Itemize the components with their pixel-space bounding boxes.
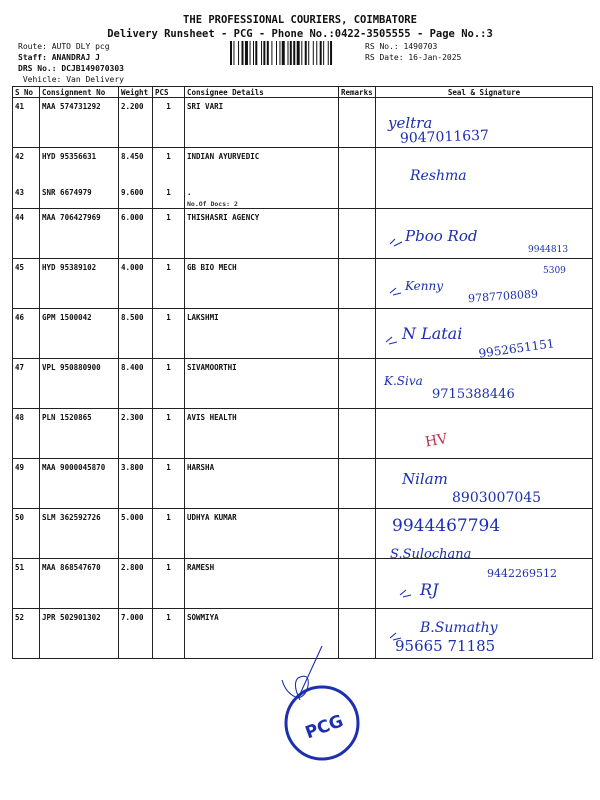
table-row (13, 558, 593, 608)
weight-cell (119, 148, 153, 184)
barcode-bar (238, 41, 239, 65)
signature-46: N Latai (402, 324, 463, 343)
signature-cell (376, 458, 593, 508)
sno-cell (13, 184, 40, 209)
pcg-stamp (282, 646, 358, 759)
table-row (13, 458, 593, 508)
sno-cell (13, 148, 40, 184)
consignment-no-cell-text: MAA 868547670 (42, 562, 101, 572)
sno-cell (13, 358, 40, 408)
sno-cell (13, 258, 40, 308)
phone-49: 8903007045 (452, 490, 542, 506)
phone-44: 9944813 (528, 245, 569, 255)
consignee-cell (185, 558, 339, 608)
page-title: THE PROFESSIONAL COURIERS, COIMBATORE (183, 14, 417, 26)
signature-cell (376, 308, 593, 361)
consignment-no-cell (40, 308, 119, 358)
weight-cell (119, 208, 153, 258)
signature-51: RJ (420, 580, 439, 599)
consignment-no-cell (40, 148, 119, 184)
sno-cell-text: 41 (15, 102, 25, 111)
docs-note: No.Of Docs: 2 (187, 199, 238, 208)
col-header-consignment: Consignment No (40, 87, 119, 98)
barcode-bar (290, 41, 292, 65)
barcode-bar (308, 41, 309, 65)
vehicle-line: Vehicle: Van Delivery (22, 75, 124, 84)
consignee-cell-text: THISHASRI AGENCY (187, 212, 260, 222)
sno-cell-text: 51 (15, 562, 25, 572)
extra-45: 5309 (543, 266, 566, 276)
consignee-cell-text: UDHYA KUMAR (187, 512, 237, 522)
rs-no-value: 1490703 (403, 42, 438, 51)
remarks-cell (339, 458, 376, 508)
remarks-cell (339, 408, 376, 458)
consignment-no-cell (40, 208, 119, 258)
barcode-bar (242, 41, 244, 65)
signature-cell (376, 408, 593, 458)
pcs-cell-text: 1 (166, 152, 171, 161)
phone-46: 9952651151 (477, 336, 556, 361)
weight-cell (119, 358, 153, 408)
signature-42: Reshma (410, 168, 467, 184)
pcs-cell (153, 184, 185, 209)
sno-cell (13, 408, 40, 458)
weight-cell-text: 2.200 (121, 102, 144, 111)
weight-cell-text: 2.800 (121, 562, 144, 572)
weight-cell (119, 408, 153, 458)
remarks-cell (339, 608, 376, 658)
col-header-signature: Seal & Signature (376, 87, 593, 98)
pcs-cell (153, 258, 185, 308)
sno-cell-text: 49 (15, 462, 25, 472)
barcode-bar (263, 41, 265, 65)
pcs-cell-text: 1 (166, 462, 171, 472)
barcode-bar (288, 41, 289, 65)
staff-value: ANANDRAJ J (51, 53, 100, 62)
remarks-cell (339, 148, 376, 184)
signature-cell (376, 508, 593, 558)
weight-cell-text: 8.500 (121, 312, 144, 322)
consignee-cell (185, 208, 339, 258)
weight-cell-text: 8.400 (121, 362, 144, 372)
pcs-cell-text: 1 (166, 512, 171, 522)
consignee-cell (185, 98, 339, 148)
pcs-cell-text: 1 (166, 187, 171, 197)
signature-cell (376, 184, 593, 209)
rs-no-line: RS No.: 1490703 (365, 42, 438, 51)
signature-cell (376, 558, 593, 608)
pcs-cell (153, 308, 185, 358)
col-header-sno: S No (13, 87, 40, 98)
sno-cell-text: 44 (15, 212, 25, 222)
consignment-no-cell-text: VPL 950880900 (42, 362, 101, 372)
col-header-remarks: Remarks (339, 87, 376, 98)
col-header-pcs: PCS (153, 87, 185, 98)
pcs-cell (153, 98, 185, 148)
name-50: S.Sulochana (390, 547, 472, 562)
consignee-cell (185, 258, 339, 308)
signature-cell (376, 148, 593, 184)
table-row (13, 184, 593, 209)
weight-cell-text: 6.000 (121, 212, 144, 222)
consignee-cell-text: LAKSHMI (187, 312, 219, 322)
signature-44: Pboo Rod (405, 227, 478, 245)
sno-cell-text: 43 (15, 187, 25, 197)
signature-cell (376, 608, 593, 658)
pcs-cell-text: 1 (166, 412, 171, 422)
weight-cell (119, 508, 153, 558)
staff-line: Staff: ANANDRAJ J (18, 53, 100, 62)
consignment-no-cell-text: JPR 502901302 (42, 612, 101, 622)
table-row (13, 308, 593, 358)
barcode-bar (293, 41, 295, 65)
table-row (13, 608, 593, 658)
barcode-bar (305, 41, 307, 65)
barcode-bar (276, 41, 277, 65)
consignee-cell (185, 308, 339, 358)
weight-cell-text: 4.000 (121, 262, 144, 272)
stamp-scribble (282, 676, 308, 700)
barcode-bar (279, 41, 280, 65)
table-row (13, 508, 593, 558)
pcs-cell-text: 1 (166, 212, 171, 222)
barcode-bar (328, 41, 329, 65)
sno-cell-text: 52 (15, 612, 25, 622)
consignee-cell-text: SRI VARI (187, 102, 224, 111)
sno-cell (13, 508, 40, 558)
consignment-no-cell (40, 608, 119, 658)
pcs-cell (153, 408, 185, 458)
barcode-bar (323, 41, 324, 65)
barcode-bar (245, 41, 248, 65)
consignee-cell (185, 408, 339, 458)
pcs-cell-text: 1 (166, 612, 171, 622)
sno-cell (13, 558, 40, 608)
phone-51: 9442269512 (487, 567, 557, 580)
consignment-no-cell (40, 508, 119, 558)
sno-cell-text: 50 (15, 512, 25, 522)
sno-cell (13, 458, 40, 508)
consignee-cell (185, 358, 339, 408)
consignment-no-cell (40, 258, 119, 308)
consignment-no-cell-text: SLM 362592726 (42, 512, 101, 522)
pcs-cell (153, 208, 185, 258)
barcode-bar (250, 41, 251, 65)
signature-cell (376, 358, 593, 408)
remarks-cell (339, 258, 376, 308)
mark-48: HV (423, 430, 449, 451)
barcode-bar (255, 41, 257, 65)
weight-cell-text: 9.600 (121, 187, 144, 197)
weight-cell (119, 98, 153, 148)
weight-cell-text: 8.450 (121, 152, 144, 161)
weight-cell (119, 458, 153, 508)
sno-cell (13, 308, 40, 358)
rs-date-line: RS Date: 16-Jan-2025 (365, 53, 462, 62)
barcode-bar (253, 41, 254, 65)
pcs-cell (153, 458, 185, 508)
barcode-bar (313, 41, 314, 65)
signature-cell (376, 98, 593, 148)
remarks-cell (339, 358, 376, 408)
sno-cell (13, 608, 40, 658)
weight-cell (119, 184, 153, 209)
consignment-no-cell-text: MAA 706427969 (42, 212, 101, 222)
table-row (13, 208, 593, 258)
remarks-cell (339, 98, 376, 148)
consignee-cell (185, 508, 339, 558)
consignment-no-cell (40, 458, 119, 508)
table-row (13, 358, 593, 408)
weight-cell-text: 5.000 (121, 512, 144, 522)
barcode-bar (297, 41, 300, 65)
table-row (13, 98, 593, 148)
consignment-no-cell-text: GPM 1500042 (42, 312, 92, 322)
weight-cell (119, 308, 153, 358)
consignee-cell (185, 148, 339, 184)
signature-47: K.Siva (384, 374, 423, 388)
signature-cell (376, 208, 593, 258)
sno-cell (13, 98, 40, 148)
signature-45: Kenny (405, 279, 443, 293)
consignee-cell-text: GB BIO MECH (187, 262, 237, 272)
barcode-bar (330, 41, 332, 65)
consignment-no-cell (40, 98, 119, 148)
consignee-cell (185, 458, 339, 508)
weight-cell (119, 558, 153, 608)
barcode-bar (301, 41, 302, 65)
sno-cell (13, 208, 40, 258)
weight-cell-text: 3.800 (121, 462, 144, 472)
sno-cell-text: 45 (15, 262, 25, 272)
consignee-cell-text: HARSHA (187, 462, 215, 472)
table-header-row (13, 87, 593, 98)
sno-cell-text: 42 (15, 152, 25, 161)
pcs-cell (153, 558, 185, 608)
barcode-bar (230, 41, 232, 65)
pcs-cell (153, 148, 185, 184)
signature-cell (376, 258, 593, 308)
remarks-cell (339, 558, 376, 608)
consignment-no-cell-text: HYD 95356631 (42, 152, 97, 161)
pcs-cell-text: 1 (166, 102, 171, 111)
signature-52: B.Sumathy (420, 620, 498, 636)
remarks-cell (339, 184, 376, 209)
pcs-cell (153, 358, 185, 408)
consignment-no-cell (40, 184, 119, 209)
pcs-cell (153, 508, 185, 558)
sno-cell-text: 46 (15, 312, 25, 322)
consignee-cell (185, 184, 339, 209)
phone-41: 9047011637 (399, 127, 490, 147)
consignee-cell-text: RAMESH (187, 562, 215, 572)
pcs-cell-text: 1 (166, 262, 171, 272)
drs-value: DCJB149070303 (61, 64, 124, 73)
consignment-no-cell (40, 408, 119, 458)
barcode-bar (316, 41, 317, 65)
barcode-bar (261, 41, 262, 65)
sno-cell-text: 47 (15, 362, 25, 372)
phone-45: 9787708089 (467, 287, 539, 306)
stamp-text: PCG (302, 711, 347, 744)
phone-52: 95665 71185 (395, 637, 496, 655)
weight-cell-text: 2.300 (121, 412, 144, 422)
barcode-bar (320, 41, 322, 65)
consignee-cell-text: . (187, 187, 192, 197)
runsheet-info-right (365, 41, 461, 63)
weight-cell (119, 608, 153, 658)
table-row (13, 258, 593, 308)
consignment-no-cell-text: PLN 1520865 (42, 412, 92, 422)
page-subtitle: Delivery Runsheet - PCG - Phone No.:0422-3505555 - Page No.:3 (107, 28, 493, 40)
consignment-no-cell (40, 558, 119, 608)
remarks-cell (339, 508, 376, 558)
consignment-no-cell-text: MAA 9000045870 (42, 462, 106, 472)
rs-date-value: 16-Jan-2025 (408, 53, 462, 62)
consignment-no-cell-text: SNR 6674979 (42, 187, 92, 197)
table-row (13, 408, 593, 458)
vehicle-value: Van Delivery (66, 75, 124, 84)
remarks-cell (339, 308, 376, 358)
consignee-cell-text: SIVAMOORTHI (187, 362, 237, 372)
barcode-bar (282, 41, 285, 65)
pcs-cell-text: 1 (166, 312, 171, 322)
route-line: Route: AUTO DLY pcg (18, 42, 110, 51)
phone-47: 9715388446 (432, 387, 515, 402)
pcs-cell (153, 608, 185, 658)
signature-49: Nilam (402, 470, 448, 488)
consignee-cell-text: SOWMIYA (187, 612, 219, 622)
signature-41: yeltra (388, 114, 433, 132)
barcode-bar (267, 41, 269, 65)
barcode-bar (271, 41, 272, 65)
drs-line: DRS No.: DCJB149070303 (18, 64, 124, 73)
runsheet-table (12, 86, 593, 659)
consignee-cell (185, 608, 339, 658)
col-header-weight: Weight (119, 87, 153, 98)
barcode-bar (233, 41, 234, 65)
sno-cell-text: 48 (15, 412, 25, 422)
barcode-icon (230, 41, 354, 65)
consignee-cell-text: INDIAN AYURVEDIC (187, 152, 260, 161)
table-row (13, 148, 593, 184)
phone-50: 9944467794 (392, 516, 501, 536)
col-header-consignee: Consignee Details (185, 87, 339, 98)
consignment-no-cell-text: MAA 574731292 (42, 102, 101, 111)
weight-cell-text: 7.000 (121, 612, 144, 622)
pcs-cell-text: 1 (166, 562, 171, 572)
consignee-cell-text: AVIS HEALTH (187, 412, 237, 422)
runsheet-info-left (18, 41, 124, 85)
remarks-cell (339, 208, 376, 258)
route-value: AUTO DLY pcg (51, 42, 110, 51)
weight-cell (119, 258, 153, 308)
consignment-no-cell-text: HYD 95389102 (42, 262, 97, 272)
consignment-no-cell (40, 358, 119, 408)
pcs-cell-text: 1 (166, 362, 171, 372)
